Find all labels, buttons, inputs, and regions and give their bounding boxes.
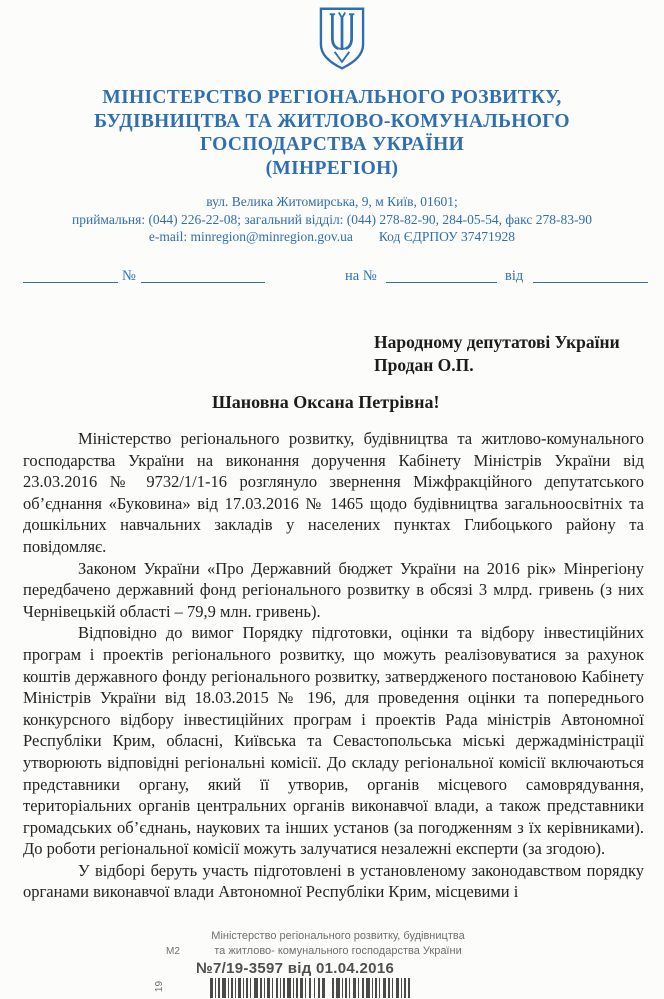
reply-number-label: на № <box>345 268 377 284</box>
email-and-code-line <box>0 228 664 246</box>
reply-date-blank <box>533 268 648 283</box>
body-paragraph: Законом України «Про Державний бюджет України на 2016 рік» Мінрегіону передбачено державний фонд регіонального розвитку в обсязі 3 млрд. гривень (з них Чернівецькій області – 79,9 млн. гривень). <box>23 558 644 621</box>
email-address: e-mail: minregion@minregion.gov.ua <box>148 229 353 244</box>
outgoing-number-label: № <box>122 268 136 284</box>
body-paragraph: У відборі беруть участь підготовлені в установленому законодавством порядку органами виконавчої влади Автономної Республіки Крим, місцевими і <box>23 860 644 902</box>
body-paragraph: Відповідно до вимог Порядку підготовки, оцінки та відбору інвестиційних програм і проектів регіонального розвитку, що можуть реалізовуватися за рахунок коштів державного фонду регіонального розвитку, затвердженого постановою Кабінету Міністрів України від 18.03.2015 № 196, для проведення оцінки та попереднього конкурсного відбору інвестиційних програм і проектів Рада міністрів Автономної Республіки Крим, обласні, Київська та Севастопольська міські держадміністрації утворюють відповідні регіональні комісії. До складу регіональної комісії включаються представники органу, який її утворив, органів місцевого самоврядування, територіальних органів центральних органів виконавчої влади, а також представники громадських об’єднань, наукових та інших установ (за погодженням з їх керівниками). До роботи регіональної комісії можуть залучатися незалежні експерти (за згодою). <box>23 623 644 859</box>
ministry-title-line: МІНІСТЕРСТВО РЕГІОНАЛЬНОГО РОЗВИТКУ, <box>102 87 562 108</box>
recipient-block <box>374 331 620 377</box>
edrpou-code: Код ЄДРПОУ 37471928 <box>378 229 516 244</box>
street-address: вул. Велика Житомирська, 9, м Київ, 01601; <box>206 194 458 209</box>
recipient-title: Народному депутатові України <box>374 332 620 352</box>
ukraine-trident-icon <box>316 6 368 72</box>
stamp-org-line: та житлово- комунального господарства України <box>214 945 462 957</box>
ministry-title <box>0 86 664 180</box>
outgoing-number-blank <box>141 268 265 283</box>
reference-fill-line <box>0 266 664 290</box>
salutation: Шановна Оксана Петрівна! <box>212 392 440 412</box>
letter-body <box>23 428 644 903</box>
recipient-name: Продан О.П. <box>374 355 474 375</box>
barcode-icon <box>210 978 410 998</box>
stamp-side-mark: М2 <box>166 946 180 957</box>
ministry-title-line: БУДІВНИЦТВА ТА ЖИТЛОВО-КОМУНАЛЬНОГО <box>94 110 570 132</box>
stamp-vertical-mark: 19 <box>154 980 166 993</box>
letterhead-contacts <box>0 193 664 246</box>
ministry-title-line: (МІНРЕГІОН) <box>265 157 399 179</box>
phone-numbers: приймальня: (044) 226-22-08; загальний відділ: (044) 278-82-90, 284-05-54, факс 278-83-90 <box>72 211 592 227</box>
registration-stamp <box>154 929 488 998</box>
reply-number-blank <box>386 268 497 283</box>
stamp-org-line: Міністерство регіонального розвитку, будівництва <box>211 930 465 942</box>
ministry-title-line: ГОСПОДАРСТВА УКРАЇНИ <box>199 134 465 155</box>
body-paragraph: Міністерство регіонального розвитку, будівництва та житлово-комунального господарства України на виконання доручення Кабінету Міністрів України від 23.03.2016 № 9732/1/1-16 розглянуло звернення Міжфракційного депутатського об’єднання «Буковина» від 17.03.2016 № 1465 щодо будівництва загальноосвітніх та дошкільних навчальних закладів у населених пунктах Глибоцького району та повідомляє. <box>23 429 644 556</box>
outgoing-date-blank <box>23 268 118 283</box>
reply-date-label: від <box>505 268 524 284</box>
stamp-registration-number: №7/19-3597 від 01.04.2016 <box>196 960 395 977</box>
